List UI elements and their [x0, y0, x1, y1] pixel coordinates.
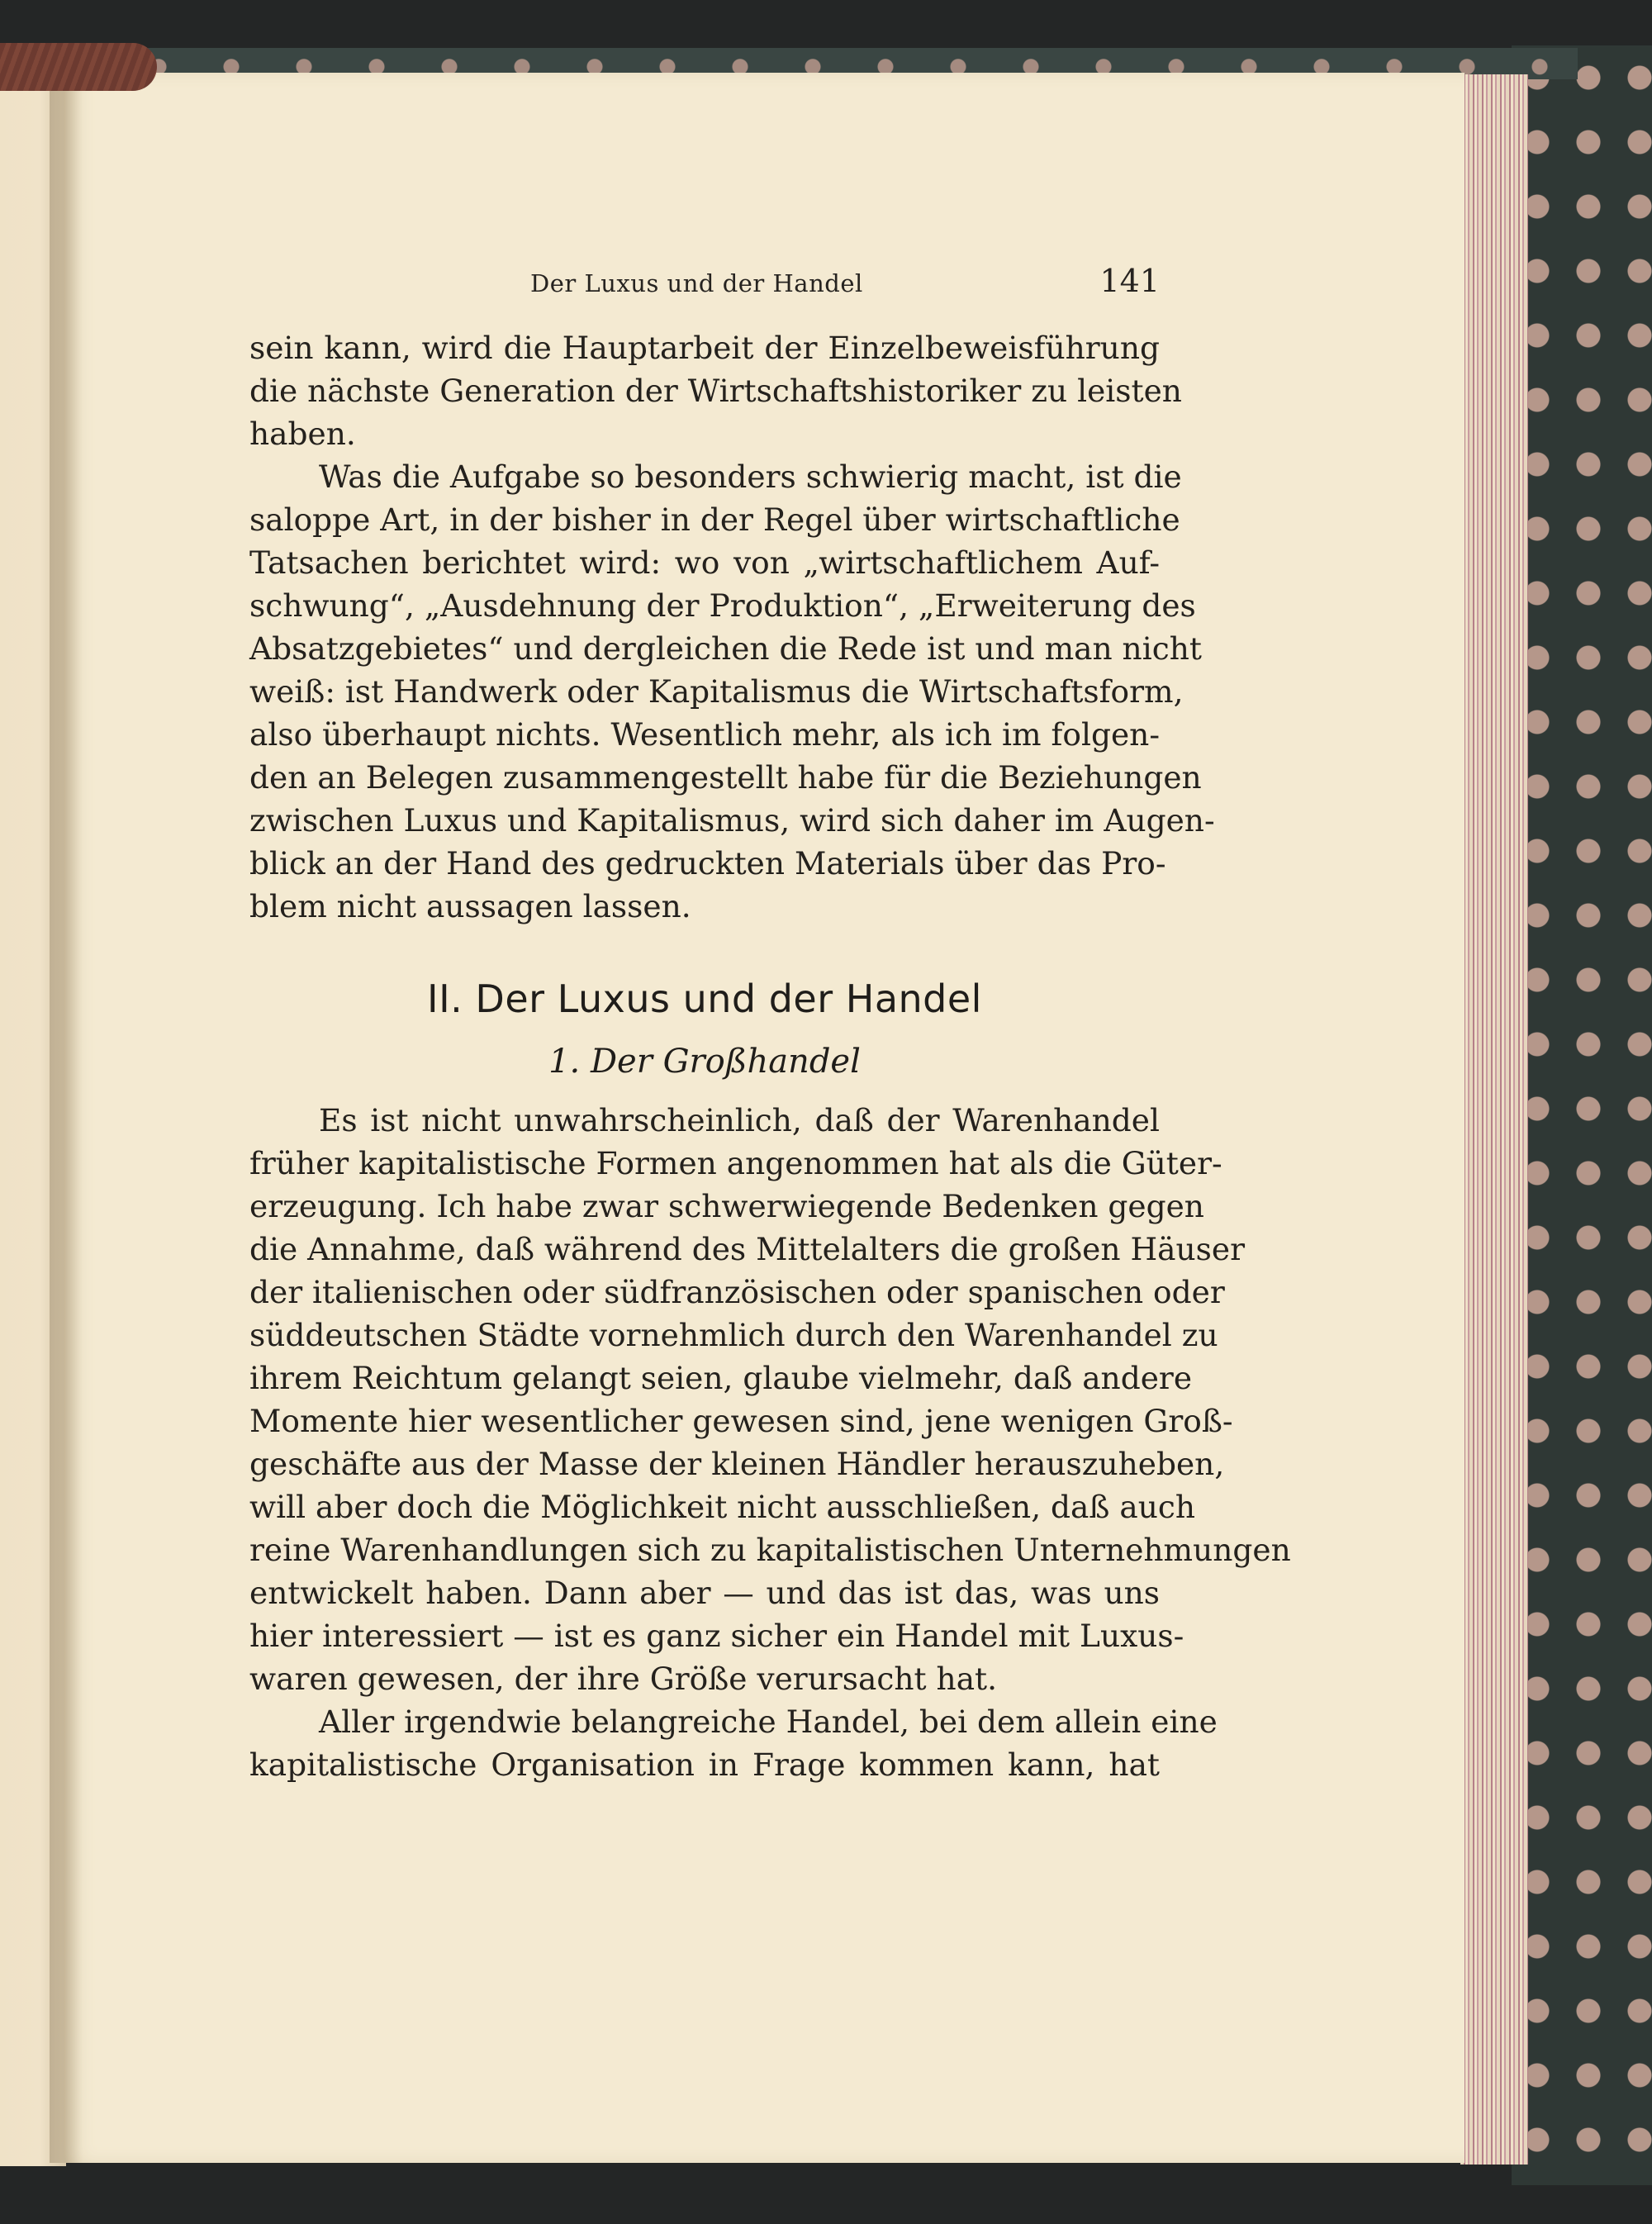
text-line: blem nicht aussagen lassen. — [249, 888, 691, 924]
page-number: 141 — [1099, 263, 1160, 299]
text-line: will aber doch die Möglichkeit nicht ausschließen, daß auch — [249, 1489, 1196, 1525]
text-line: blick an der Hand des gedruckten Materials über das Pro- — [249, 845, 1166, 882]
text-line: schwung“, „Ausdehnung der Produktion“, „Erweiterung des — [249, 587, 1196, 624]
text-line: erzeugung. Ich habe zwar schwerwiegende Bedenken gegen — [249, 1188, 1204, 1224]
text-line: sein kann, wird die Hauptarbeit der Einzelbeweisführung — [249, 330, 1160, 366]
text-line: Absatzgebietes“ und dergleichen die Rede ist und man nicht — [249, 630, 1202, 667]
text-line: die nächste Generation der Wirtschaftshistoriker zu leisten — [249, 373, 1182, 409]
text-line: haben. — [249, 416, 356, 452]
text-line: der italienischen oder südfranzösischen oder spanischen oder — [249, 1274, 1225, 1310]
text-line: früher kapitalistische Formen angenommen hat als die Güter- — [249, 1145, 1222, 1181]
book-cover — [1512, 45, 1652, 2185]
text-line: saloppe Art, in der bisher in der Regel über wirtschaftliche — [249, 501, 1180, 538]
text-line: zwischen Luxus und Kapitalismus, wird sich daher im Augen- — [249, 802, 1215, 839]
section-title: II. Der Luxus und der Handel — [427, 977, 982, 1021]
text-line: süddeutschen Städte vornehmlich durch den Warenhandel zu — [249, 1317, 1218, 1353]
text-line: hier interessiert — ist es ganz sicher ein Handel mit Luxus- — [249, 1618, 1184, 1654]
text-line: Es ist nicht unwahrscheinlich, daß der Warenhandel — [319, 1102, 1160, 1138]
running-title: Der Luxus und der Handel — [530, 269, 863, 297]
ribbon-bookmark — [0, 43, 157, 91]
subsection-title: 1. Der Großhandel — [548, 1043, 861, 1081]
text-line: den an Belegen zusammengestellt habe für die Beziehungen — [249, 759, 1202, 796]
text-line: geschäfte aus der Masse der kleinen Händler herauszuheben, — [249, 1446, 1225, 1482]
text-line: ihrem Reichtum gelangt seien, glaube vielmehr, daß andere — [249, 1360, 1193, 1396]
gutter-shadow — [50, 73, 83, 2163]
text-line: Aller irgendwie belangreiche Handel, bei dem allein eine — [319, 1704, 1218, 1740]
text-line: Tatsachen berichtet wird: wo von „wirtschaftlichem Auf- — [249, 544, 1160, 581]
text-line: weiß: ist Handwerk oder Kapitalismus die Wirtschaftsform, — [249, 673, 1184, 710]
text-line: entwickelt haben. Dann aber — und das ist das, was uns — [249, 1575, 1160, 1611]
text-line: also überhaupt nichts. Wesentlich mehr, als ich im folgen- — [249, 716, 1160, 753]
text-line: Momente hier wesentlicher gewesen sind, jene wenigen Groß- — [249, 1403, 1233, 1439]
page-edges — [1460, 74, 1528, 2165]
text-line: kapitalistische Organisation in Frage kommen kann, hat — [249, 1746, 1160, 1783]
text-line: die Annahme, daß während des Mittelalters die großen Häuser — [249, 1231, 1246, 1267]
text-line: waren gewesen, der ihre Größe verursacht hat. — [249, 1661, 998, 1697]
text-line: Was die Aufgabe so besonders schwierig macht, ist die — [319, 459, 1182, 495]
page-header — [249, 263, 1160, 304]
text-line: reine Warenhandlungen sich zu kapitalistischen Unternehmungen — [249, 1532, 1291, 1568]
